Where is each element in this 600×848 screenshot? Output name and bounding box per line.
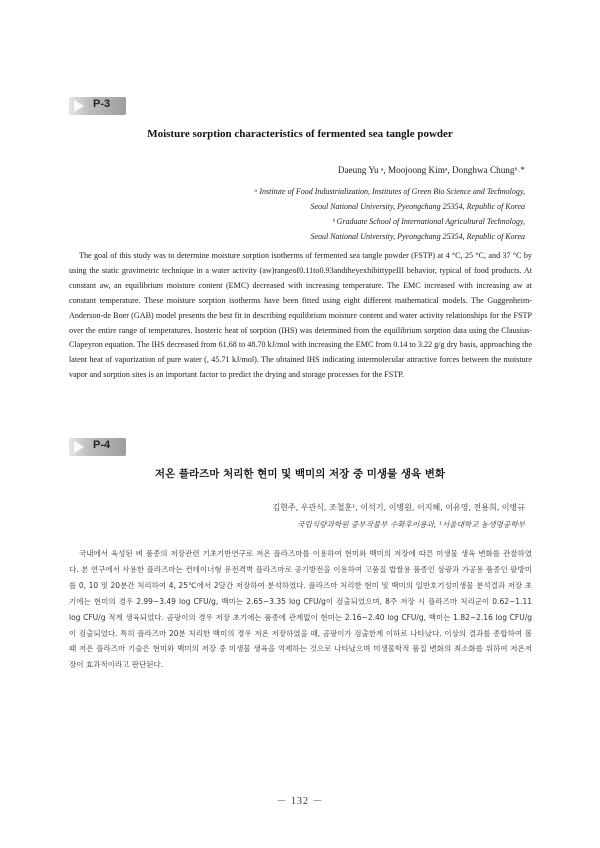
abstract-text: 국내에서 육성된 벼 품종의 저장관련 기초기반연구로 저온 플라즈마를 이용하여 현미와 백미의 저장에 따른 미생물 생육 변화를 관찰하였다. 본 연구에서 사용한 플라즈마는 컨테이너형 유전격벽 플라즈마로 공기방전을 이용하여 고품질 밥쌀용 품종인 삼광과 가공용 품종인 팔방미를 0, 10 및 20분간 처리하여 4, 25℃에서 2달간 저장하여 분석하였다. 플라즈마 처리한 현미 및 백미의 일반호기성미생물 분석결과 저장 초기에는 현미의 경우 2.99~3.49 log CFU/g, 백미는 2.65~3.35 log CFU/g이 검출되었으며, 8주 저장 시 플라즈마 처리군이 0.62~1.11 log CFU/g 적게 생육되었다. 곰팡이의 경우 저장 초기에는 품종에 관계없이 현미는 2.16~2.40 log CFU/g, 백미는 1.82~2.16 log CFU/g이 검출되었다. 특히 플라즈마 20분 처리한 백미의 경우 저온 저장하였을 때, 곰팡이가 검출한계 이하로 나타났다. 이상의 결과를 종합하여 볼 때 저온 플라즈마 기술은 현미와 백미의 저장 중 미생물 생육을 억제하는 것으로 나타났으며 미생물학적 품질 변화의 최소화를 위하여 저온저장이 효과적이라고 판단된다.	[69, 549, 532, 670]
section-tag-label: P-4	[93, 439, 111, 451]
affiliation-line: 국립식량과학원 중부작물부 수확후이용과, ¹서울대학교 농생명공학부	[297, 520, 525, 529]
arrow-icon	[74, 441, 84, 453]
page-number: － 132 －	[276, 796, 324, 807]
section-tag-p4	[69, 438, 126, 456]
abstract-text: The goal of this study was to determine moisture sorption isotherms of fermented sea tangle powder (FSTP) at 4 °C, 25 °C, and 37 °C by using the static gravimetric technique in a water activity (aw)rangeof0.11to0.93andtheyexhibittypeIII behavior, typical of food products. At constant aw, an equilibrium moisture content (EMC) decreased with increasing temperature. The EMC increased with increasing aw at constant temperature. These moisture sorption isotherms have been fitted using eight different mathematical models. The Guggenheim-Anderson-de Boer (GAB) model presents the best fit in describing equilibrium moisture content and water activity relationships for the FSTP over the entire range of temperatures. Isosteric heat of sorption (IHS) was determined from the equilibrium sorption data using the Clausius-Clapeyron equation. The IHS decreased from 61.68 to 48.70 kJ/mol with increasing the EMC from 0.14 to 3.22 g/g dry basis, approaching the latent heat of vaporization of pure water (, 45.71 kJ/mol). The obtained IHS indicating intermolecular attractive forces between the moisture vapor and sorption sites is an important factor to predict the drying and storage processes for the FSTP.	[69, 251, 532, 380]
author-list: Daeung Yu ᵃ, Moojoong Kimᵃ, Donghwa Chungᵇ˒*	[337, 165, 525, 175]
paper-title: Moisture sorption characteristics of fermented sea tangle powder	[147, 128, 453, 140]
author-list: 김현주, 우관식, 조철훈¹, 이석기, 이병원, 이지혜, 이유영, 전용희, 이병규	[272, 503, 525, 512]
affiliation-line: ᵇ Graduate School of International Agricultural Technology,	[332, 217, 525, 226]
section-tag-label: P-3	[93, 98, 111, 110]
paper-title: 저온 플라즈마 처리한 현미 및 백미의 저장 중 미생물 생육 변화	[154, 468, 446, 480]
affiliation-line: Seoul National University, Pyeongchang 25354, Republic of Korea	[310, 202, 525, 211]
section-tag-p3	[69, 97, 126, 115]
affiliation-block	[105, 184, 525, 244]
affiliation-line: ᵃ Institute of Food Industrialization, Institutes of Green Bio Science and Technology,	[254, 187, 525, 196]
affiliation-line: Seoul National University, Pyeongchang 25354, Republic of Korea	[310, 232, 525, 241]
arrow-icon	[74, 100, 84, 112]
